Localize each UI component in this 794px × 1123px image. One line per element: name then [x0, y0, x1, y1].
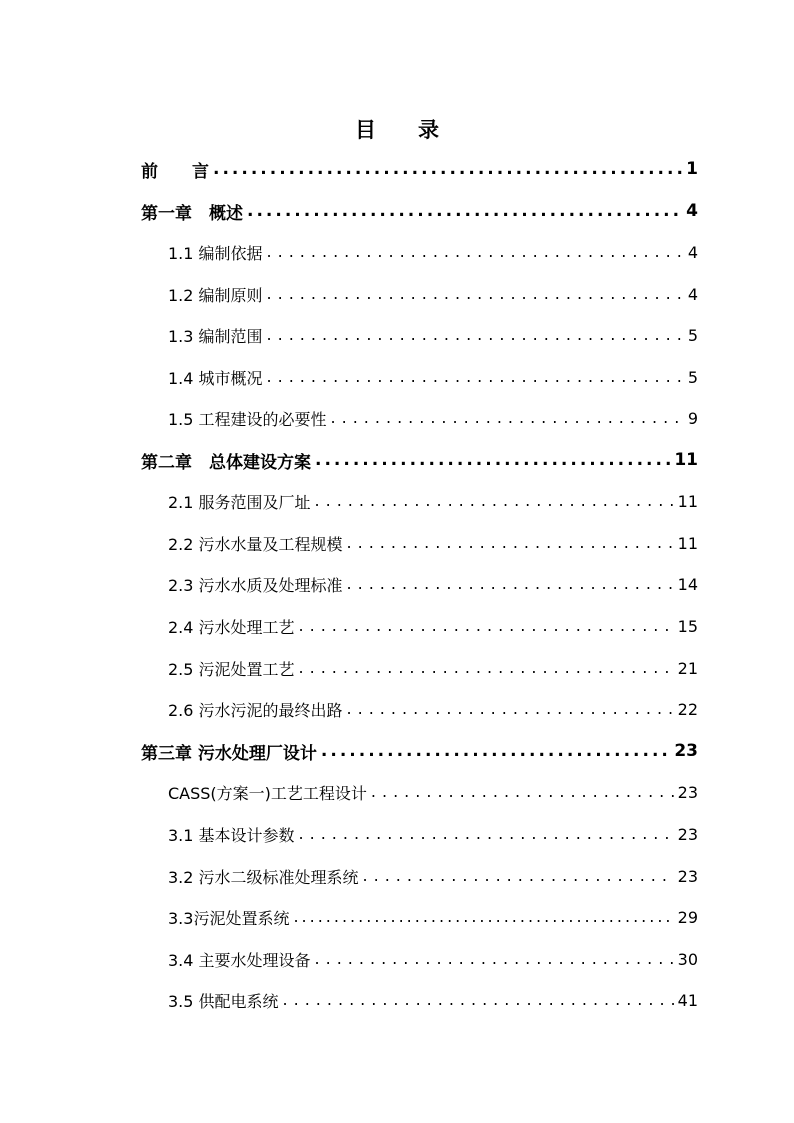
- toc-entry-label: CASS(方案一)工艺工程设计: [168, 783, 367, 803]
- toc-entry-label: 第一章 概述: [141, 203, 243, 224]
- toc-entry-1-1[interactable]: [168, 239, 698, 265]
- toc-entry-1-5[interactable]: [168, 405, 698, 431]
- toc-entry-page: 23: [677, 866, 698, 886]
- toc-entry-3-5[interactable]: [168, 987, 698, 1013]
- dot-leader: [371, 782, 674, 801]
- toc-entry-label: 第二章 总体建设方案: [141, 452, 311, 473]
- toc-entry-label: 1.3 编制范围: [168, 326, 263, 346]
- toc-entry-page: 4: [686, 201, 698, 221]
- dot-leader: [321, 741, 670, 761]
- toc-entry-2-6[interactable]: [168, 696, 698, 722]
- toc-entry-page: 9: [687, 408, 698, 428]
- toc-entry-label: 2.2 污水水量及工程规模: [168, 534, 343, 554]
- toc-entry-label: 3.2 污水二级标准处理系统: [168, 867, 359, 887]
- toc-entry-page: 41: [677, 990, 698, 1010]
- dot-leader: [315, 491, 674, 510]
- toc-entry-chapter-3[interactable]: [141, 738, 698, 764]
- toc-entry-1-2[interactable]: [168, 281, 698, 307]
- toc-entry-1-3[interactable]: [168, 322, 698, 348]
- toc-entry-page: 4: [687, 242, 698, 262]
- toc-entry-page: 11: [677, 491, 698, 511]
- dot-leader: [347, 533, 674, 552]
- toc-entry-page: 14: [677, 574, 698, 594]
- dot-leader: [267, 242, 684, 261]
- toc-entry-label: 2.6 污水污泥的最终出路: [168, 700, 343, 720]
- toc-entry-3-3[interactable]: [168, 904, 698, 930]
- dot-leader: [347, 699, 674, 718]
- toc-entry-page: 22: [677, 699, 698, 719]
- toc-entry-label: 3.4 主要水处理设备: [168, 950, 311, 970]
- dot-leader: [213, 159, 682, 179]
- dot-leader: [267, 284, 684, 303]
- dot-leader: [247, 201, 682, 221]
- toc-entry-3-4[interactable]: [168, 946, 698, 972]
- toc-entry-preface[interactable]: [141, 156, 698, 182]
- toc-entry-label: 第三章 污水处理厂设计: [141, 743, 317, 764]
- toc-entry-label: 1.5 工程建设的必要性: [168, 409, 327, 429]
- toc-entry-label: 3.5 供配电系统: [168, 991, 279, 1011]
- toc-entry-page: 23: [674, 741, 698, 761]
- toc-entry-2-4[interactable]: [168, 613, 698, 639]
- toc-entry-2-5[interactable]: [168, 655, 698, 681]
- toc-title: 目录: [355, 118, 481, 142]
- toc-entry-page: 11: [674, 450, 698, 470]
- toc-entry-label: 2.5 污泥处置工艺: [168, 659, 295, 679]
- dot-leader: [299, 658, 674, 677]
- toc-entry-page: 15: [677, 616, 698, 636]
- toc-entry-page: 29: [677, 907, 698, 927]
- toc-entry-2-2[interactable]: [168, 530, 698, 556]
- toc-entry-1-4[interactable]: [168, 364, 698, 390]
- dot-leader: [315, 450, 670, 470]
- toc-entry-page: 1: [686, 159, 698, 179]
- dot-leader: [267, 325, 684, 344]
- toc-entry-page: 4: [687, 284, 698, 304]
- toc-entry-page: 23: [677, 782, 698, 802]
- toc-entry-page: 5: [687, 367, 698, 387]
- dot-leader: [331, 408, 684, 427]
- toc-entry-label: 2.4 污水处理工艺: [168, 617, 295, 637]
- dot-leader: [363, 866, 674, 885]
- dot-leader: [299, 824, 674, 843]
- toc-entry-chapter-1[interactable]: [141, 198, 698, 224]
- toc-entry-2-1[interactable]: [168, 488, 698, 514]
- dot-leader: [347, 574, 674, 593]
- toc-entry-3-2[interactable]: [168, 863, 698, 889]
- toc-entry-3-1[interactable]: [168, 821, 698, 847]
- dot-leader: [267, 367, 684, 386]
- toc-entry-page: 11: [677, 533, 698, 553]
- toc-entry-label: 1.1 编制依据: [168, 243, 263, 263]
- toc-entry-label: 2.3 污水水质及处理标准: [168, 575, 343, 595]
- toc-entry-label: 1.2 编制原则: [168, 285, 263, 305]
- toc-entry-page: 21: [677, 658, 698, 678]
- dot-leader: [315, 949, 674, 968]
- toc-entry-label: 1.4 城市概况: [168, 368, 263, 388]
- toc-entry-cass-design[interactable]: [168, 779, 698, 805]
- dot-leader: [283, 990, 674, 1009]
- toc-entry-label: 2.1 服务范围及厂址: [168, 492, 311, 512]
- toc-entry-chapter-2[interactable]: [141, 447, 698, 473]
- toc-entry-page: 30: [677, 949, 698, 969]
- dot-leader: [299, 616, 674, 635]
- toc-entry-label: 3.1 基本设计参数: [168, 825, 295, 845]
- toc-entry-2-3[interactable]: [168, 571, 698, 597]
- toc-entry-page: 23: [677, 824, 698, 844]
- toc-entry-label: 前 言: [141, 161, 209, 182]
- toc-entry-label: 3.3污泥处置系统: [168, 908, 290, 928]
- toc-entry-page: 5: [687, 325, 698, 345]
- dot-leader: [293, 907, 673, 926]
